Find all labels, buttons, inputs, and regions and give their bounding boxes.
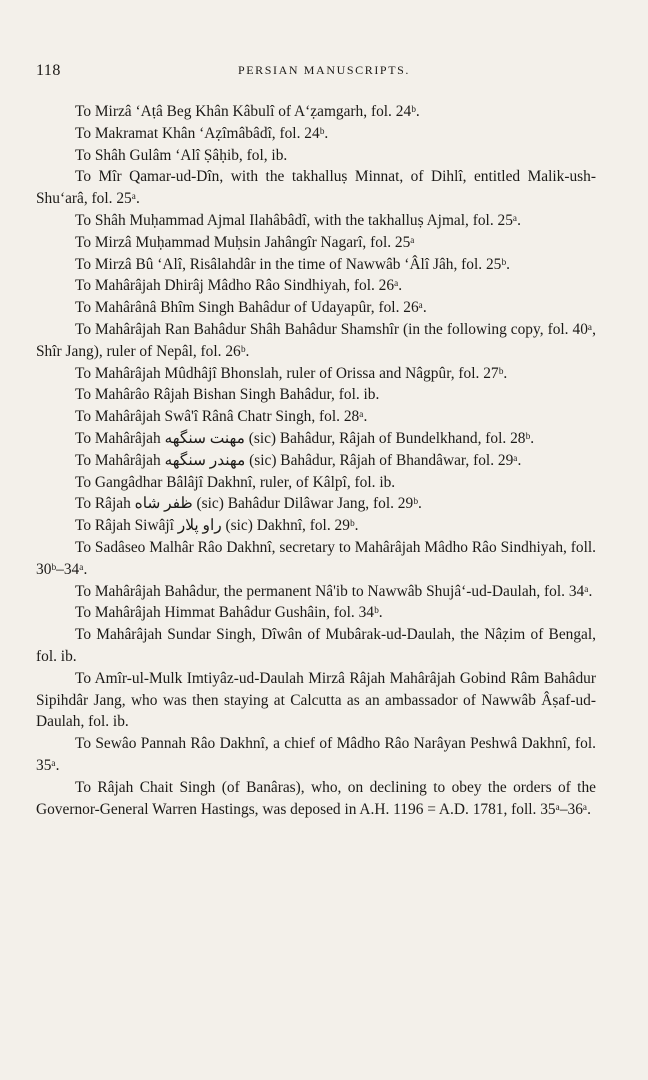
letter-entry: To Mahârâjah Himmat Bahâdur Gushâin, fol. 34ᵇ.: [75, 604, 383, 622]
page-header: [0, 62, 648, 82]
letter-entry: To Mahârâjah مهندر سنگهه (sic) Bahâdur, Râjah of Bhandâwar, fol. 29ᵃ.: [75, 451, 522, 469]
letter-entry: To Makramat Khân ‘Aẓîmâbâdî, fol. 24ᵇ.: [75, 124, 329, 142]
letter-list: [36, 101, 596, 820]
letter-entry: To Shâh Muḥammad Ajmal Ilahâbâdî, with the takhalluṣ Ajmal, fol. 25ᵃ.: [75, 211, 521, 229]
letter-entry: To Râjah ظفر شاه (sic) Bahâdur Dilâwar Jang, fol. 29ᵇ.: [75, 495, 422, 513]
letter-entry: To Sadâseo Malhâr Râo Dakhnî, secretary to Mahârâjah Mâdho Râo Sindhiyah, foll. 30ᵇ–34ᵃ.: [36, 538, 596, 578]
letter-entry: To Mirzâ Bû ‘Alî, Risâlahdâr in the time of Nawwâb ‘Âlî Jâh, fol. 25ᵇ.: [75, 255, 510, 273]
running-head: PERSIAN MANUSCRIPTS.: [237, 63, 411, 77]
letter-entry: To Amîr-ul-Mulk Imtiyâz-ud-Daulah Mirzâ Râjah Mahârâjah Gobind Râm Bahâdur Sipihdâr Jang, who was then staying at Calcutta as an ambassador of Nawwâb Âṣaf-ud-Daulah, fol. ib.: [36, 669, 596, 731]
letter-entry: To Mahârânâ Bhîm Singh Bahâdur of Udayapûr, fol. 26ᵃ.: [75, 299, 427, 317]
letter-entry: To Râjah Chait Singh (of Banâras), who, on declining to obey the orders of the Governor-General Warren Hastings, was deposed in A.H. 1196 = A.D. 1781, foll. 35ᵃ–36ᵃ.: [36, 778, 596, 818]
letter-entry: To Mahârâjah Ran Bahâdur Shâh Bahâdur Shamshîr (in the following copy, fol. 40ᵃ, Shîr Jang), ruler of Nepâl, fol. 26ᵇ.: [36, 320, 596, 360]
letter-entry: To Shâh Gulâm ‘Alî Ṣâḥib, fol, ib.: [75, 146, 288, 164]
letter-entry: To Mîr Qamar-ud-Dîn, with the takhalluṣ Minnat, of Dihlî, entitled Malik-ush-Shu‘arâ, fol. 25ᵃ.: [36, 168, 596, 208]
letter-entry: To Râjah Siwâjî راو پلار (sic) Dakhnî, fol. 29ᵇ.: [75, 517, 359, 535]
letter-entry: To Mahârâjah مهنت سنگهه (sic) Bahâdur, Râjah of Bundelkhand, fol. 28ᵇ.: [75, 429, 535, 447]
letter-entry: To Mirzâ Muḥammad Muḥsin Jahângîr Nagarî, fol. 25ᵃ: [75, 233, 415, 251]
letter-entry: To Mahârâjah Mûdhâjî Bhonslah, ruler of Orissa and Nâgpûr, fol. 27ᵇ.: [75, 364, 508, 382]
letter-entry: To Mahârâjah Dhirâj Mâdho Râo Sindhiyah, fol. 26ᵃ.: [75, 277, 403, 295]
letter-entry: To Sewâo Pannah Râo Dakhnî, a chief of Mâdho Râo Narâyan Peshwâ Dakhnî, fol. 35ᵃ.: [36, 735, 596, 774]
letter-entry: To Mahârâjah Swâ'î Rânâ Chatr Singh, fol. 28ᵃ.: [75, 408, 368, 426]
letter-entry: To Mahârâjah Sundar Singh, Dîwân of Mubârak-ud-Daulah, the Nâẓim of Bengal, fol. ib.: [36, 626, 596, 665]
letter-entry: To Mirzâ ‘Aṭâ Beg Khân Kâbulî of A‘ẓamgarh, fol. 24ᵇ.: [75, 103, 420, 120]
letter-entry: To Mahârâjah Bahâdur, the permanent Nâ'ib to Nawwâb Shujâ‘-ud-Daulah, fol. 34ᵃ.: [75, 582, 593, 600]
letter-entry: To Mahârâo Râjah Bishan Singh Bahâdur, fol. ib.: [75, 386, 380, 404]
page-number: 118: [36, 62, 61, 79]
letter-entry: To Gangâdhar Bâlâjî Dakhnî, ruler, of Kâlpî, fol. ib.: [75, 473, 396, 491]
